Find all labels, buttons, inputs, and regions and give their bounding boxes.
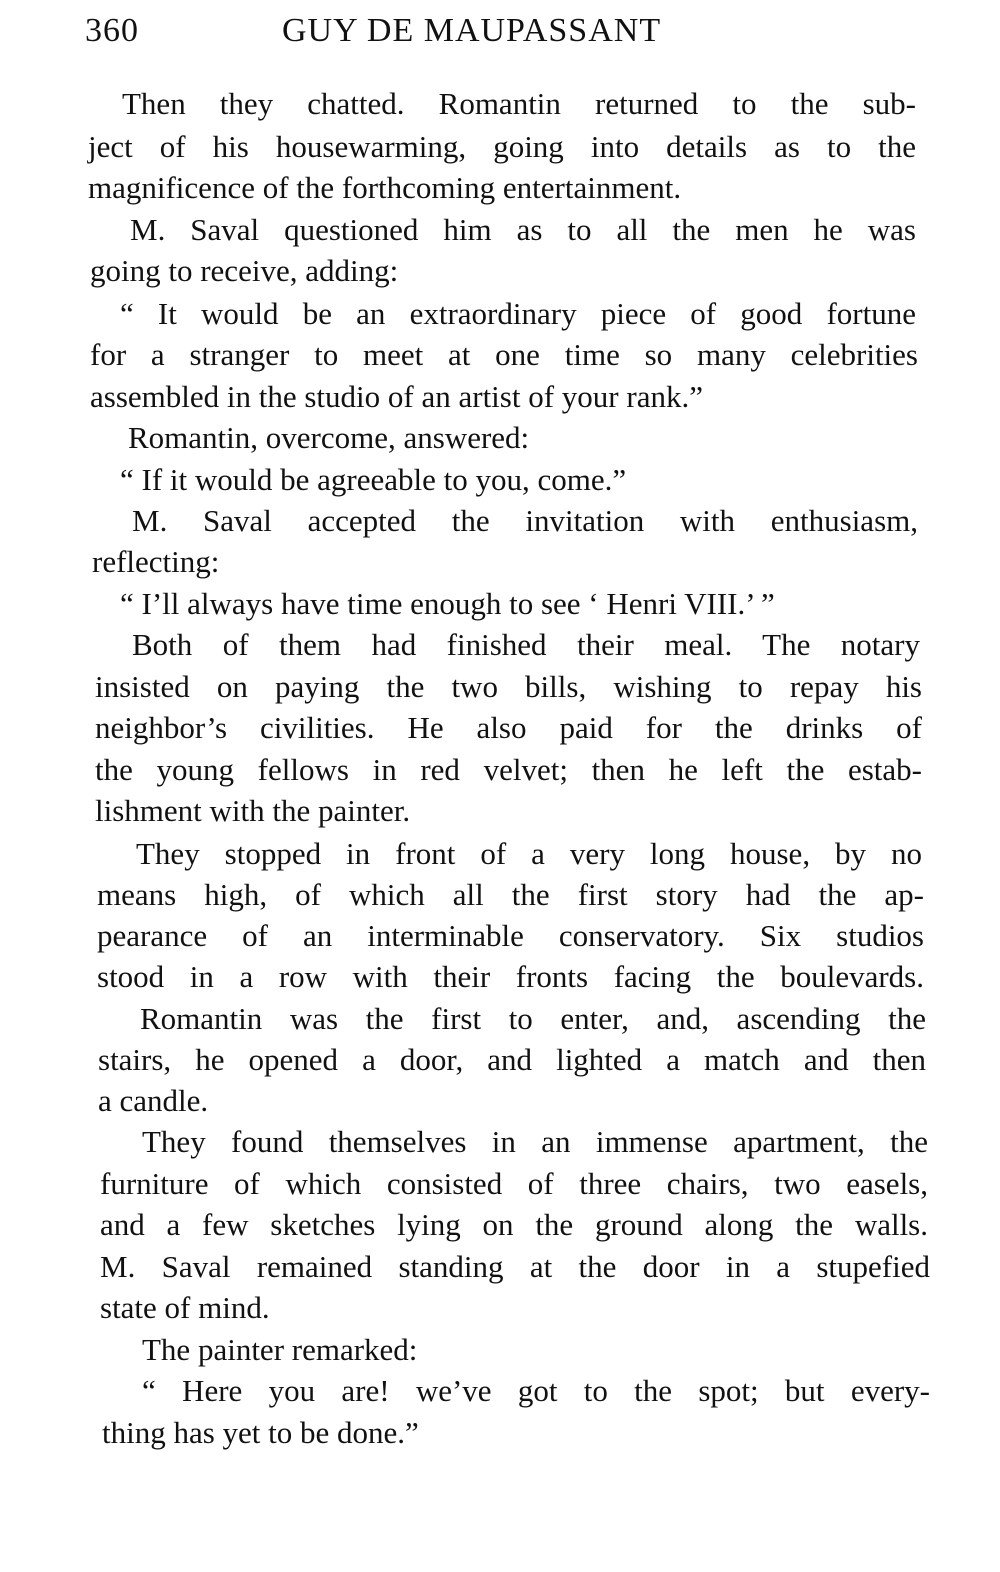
text-line: lishment with the painter. xyxy=(95,793,411,828)
text-line: thing has yet to be done.” xyxy=(102,1415,419,1450)
text-line: ject of his housewarming, going into details as to the xyxy=(88,129,916,164)
text-line: the young fellows in red velvet; then he left the estab- xyxy=(95,752,922,787)
text-line: “ If it would be agreeable to you, come.” xyxy=(120,462,627,497)
text-line: reflecting: xyxy=(92,544,220,579)
text-line: means high, of which all the first story had the ap- xyxy=(97,877,924,912)
text-line: “ It would be an extraordinary piece of good fortune xyxy=(120,296,916,331)
text-line: going to receive, adding: xyxy=(90,253,399,288)
text-line: stairs, he opened a door, and lighted a match and then xyxy=(98,1042,926,1077)
text-line: pearance of an interminable conservatory. Six studios xyxy=(97,918,924,953)
text-line: Romantin, overcome, answered: xyxy=(128,420,530,455)
text-line: furniture of which consisted of three chairs, two easels, xyxy=(100,1166,928,1201)
text-line: The painter remarked: xyxy=(142,1332,418,1367)
page-number: 360 xyxy=(85,12,139,49)
text-line: and a few sketches lying on the ground along the walls. xyxy=(100,1207,928,1242)
text-line: “ I’ll always have time enough to see ‘ Henri VIII.’ ” xyxy=(120,586,775,621)
text-line: M. Saval remained standing at the door in a stupefied xyxy=(100,1249,930,1284)
text-line: “ Here you are! we’ve got to the spot; but every- xyxy=(142,1373,930,1408)
text-line: state of mind. xyxy=(100,1290,270,1325)
text-line: stood in a row with their fronts facing the boulevards. xyxy=(97,959,924,994)
text-line: magnificence of the forthcoming entertainment. xyxy=(88,170,682,205)
text-line: M. Saval accepted the invitation with enthusiasm, xyxy=(132,503,918,538)
text-line: assembled in the studio of an artist of your rank.” xyxy=(90,379,703,414)
text-line: for a stranger to meet at one time so many celebrities xyxy=(90,337,918,372)
text-line: insisted on paying the two bills, wishing to repay his xyxy=(95,669,922,704)
text-line: Romantin was the first to enter, and, ascending the xyxy=(140,1001,926,1036)
text-line: Both of them had finished their meal. The notary xyxy=(132,627,920,662)
text-line: They stopped in front of a very long house, by no xyxy=(136,836,922,871)
text-line: a candle. xyxy=(98,1083,209,1118)
text-line: M. Saval questioned him as to all the men he was xyxy=(130,212,916,247)
text-line: neighbor’s civilities. He also paid for the drinks of xyxy=(95,710,922,745)
text-line: Then they chatted. Romantin returned to the sub- xyxy=(122,86,916,121)
text-line: They found themselves in an immense apartment, the xyxy=(142,1124,928,1159)
running-title: GUY DE MAUPASSANT xyxy=(282,12,662,49)
